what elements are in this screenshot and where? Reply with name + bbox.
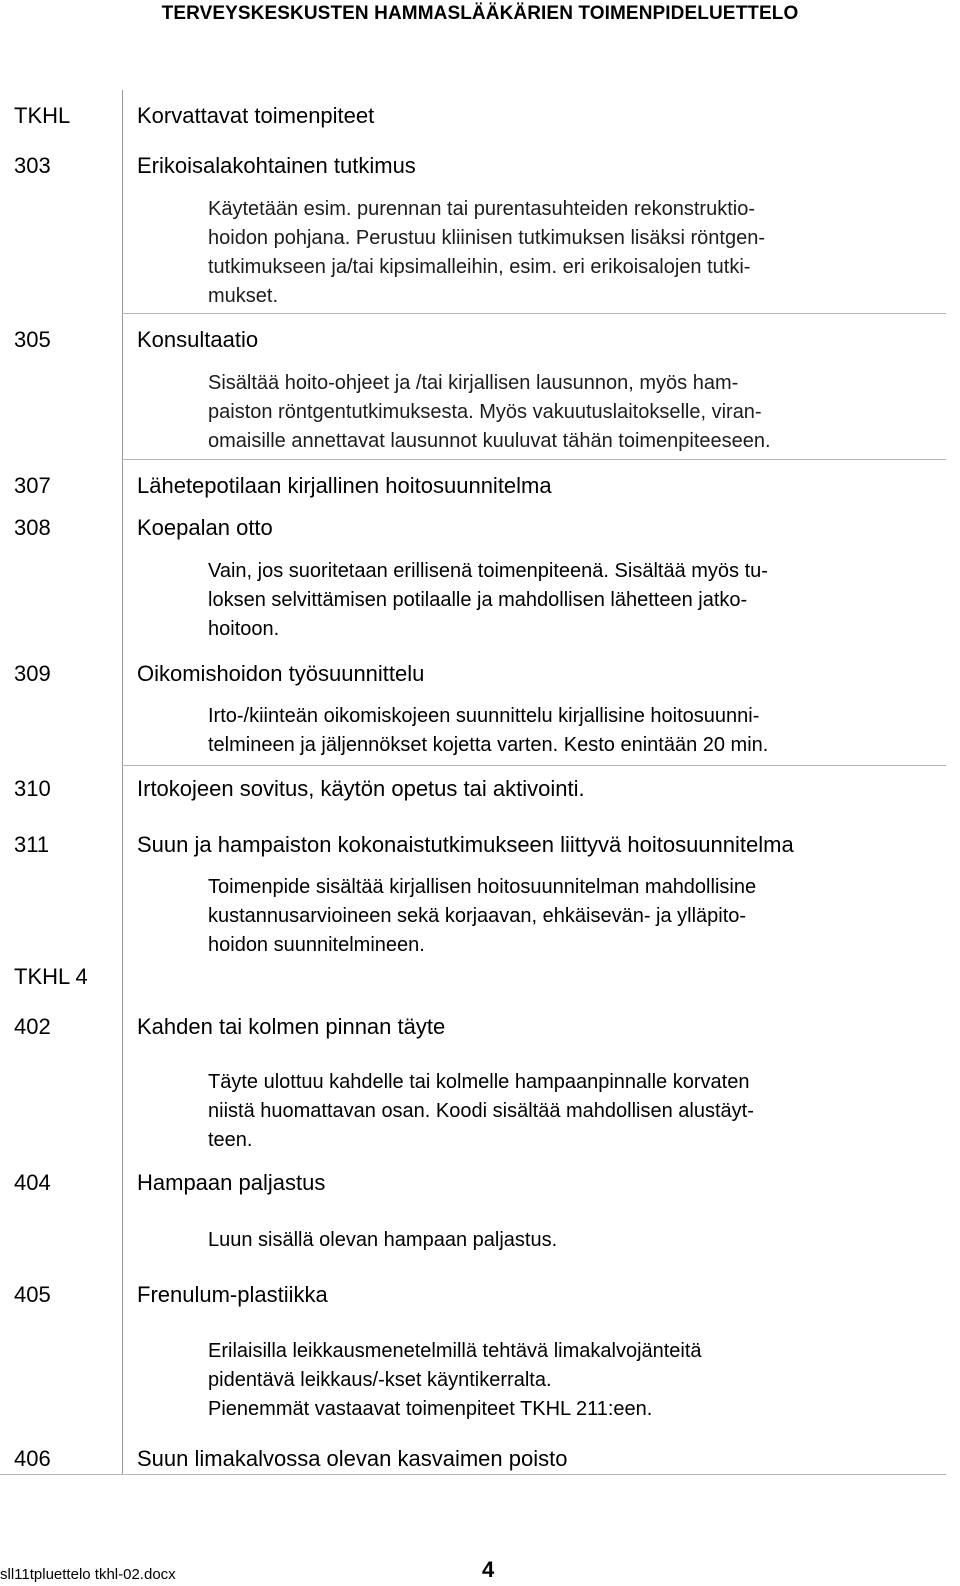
row-description: Luun sisällä olevan hampaan paljastus. — [208, 1229, 558, 1251]
table-vertical-divider — [122, 90, 123, 1474]
row-divider — [122, 459, 946, 460]
row-title: Hampaan paljastus — [137, 1170, 326, 1195]
row-title: Suun ja hampaiston kokonaistutkimukseen liittyvä hoitosuunnitelma — [137, 832, 794, 857]
row-title: Oikomishoidon työsuunnittelu — [137, 661, 425, 686]
row-description: Erilaisilla leikkausmenetelmillä tehtävä limakalvojänteitä pidentävä leikkaus/-kset käyntikerralta. Pienemmät vastaavat toimenpiteet TKHL 211:een. — [208, 1340, 702, 1420]
row-code: 308 — [14, 515, 51, 540]
row-description: Toimenpide sisältää kirjallisen hoitosuunnitelman mahdollisine kustannusarvioineen sekä korjaavan, ehkäisevän- ja ylläpito- hoidon suunnitelmineen. — [208, 876, 757, 956]
row-code: 303 — [14, 153, 51, 178]
footer-page-number: 4 — [482, 1557, 495, 1582]
row-code: 311 — [14, 832, 50, 857]
column-header-title: Korvattavat toimenpiteet — [137, 103, 375, 128]
row-code: 310 — [14, 776, 51, 801]
row-code: 406 — [14, 1446, 51, 1471]
row-code: 305 — [14, 327, 51, 352]
row-divider — [122, 313, 946, 314]
page-header: TERVEYSKESKUSTEN HAMMASLÄÄKÄRIEN TOIMENPIDELUETTELO — [161, 3, 799, 24]
row-description: Vain, jos suoritetaan erillisenä toimenpiteenä. Sisältää myös tu- loksen selvittämisen potilaalle ja mahdollisen lähetteen jatko- hoitoon. — [208, 560, 768, 640]
column-header-code: TKHL — [14, 103, 71, 128]
row-title: Konsultaatio — [137, 327, 259, 352]
row-title: Lähetepotilaan kirjallinen hoitosuunnitelma — [137, 473, 552, 498]
row-description: Irto-/kiinteän oikomiskojeen suunnittelu kirjallisine hoitosuunni- telmineen ja jäljennökset kojetta varten. Kesto enintään 20 min. — [208, 705, 769, 756]
row-title: Koepalan otto — [137, 515, 273, 540]
row-title: Frenulum-plastiikka — [137, 1282, 328, 1307]
row-title: Kahden tai kolmen pinnan täyte — [137, 1014, 446, 1039]
row-code: 405 — [14, 1282, 51, 1307]
footer-filename: sll11tpluettelo tkhl-02.docx — [0, 1566, 176, 1583]
row-title: Suun limakalvossa olevan kasvaimen poisto — [137, 1446, 568, 1471]
row-divider — [0, 1474, 946, 1475]
row-code: 402 — [14, 1014, 51, 1039]
row-description: Sisältää hoito-ohjeet ja /tai kirjallisen lausunnon, myös ham- paiston röntgentutkimuksesta. Myös vakuutuslaitokselle, viran- omaisille annettavat lausunnot kuuluvat tähän toimenpiteeseen. — [208, 372, 771, 452]
row-title: Irtokojeen sovitus, käytön opetus tai aktivointi. — [137, 776, 585, 801]
row-code: 309 — [14, 661, 51, 686]
row-divider — [122, 765, 946, 766]
row-description: Käytetään esim. purennan tai purentasuhteiden rekonstruktio- hoidon pohjana. Perustuu kliinisen tutkimuksen lisäksi röntgen- tutkimukseen ja/tai kipsimalleihin, esim. eri erikoisalojen tutki- mukset. — [208, 198, 765, 307]
row-code: 307 — [14, 473, 51, 498]
row-code: 404 — [14, 1170, 51, 1195]
row-title: Erikoisalakohtainen tutkimus — [137, 153, 416, 178]
section-label: TKHL 4 — [14, 964, 88, 989]
row-description: Täyte ulottuu kahdelle tai kolmelle hampaanpinnalle korvaten niistä huomattavan osan. Koodi sisältää mahdollisen alustäyt- teen. — [208, 1071, 754, 1151]
